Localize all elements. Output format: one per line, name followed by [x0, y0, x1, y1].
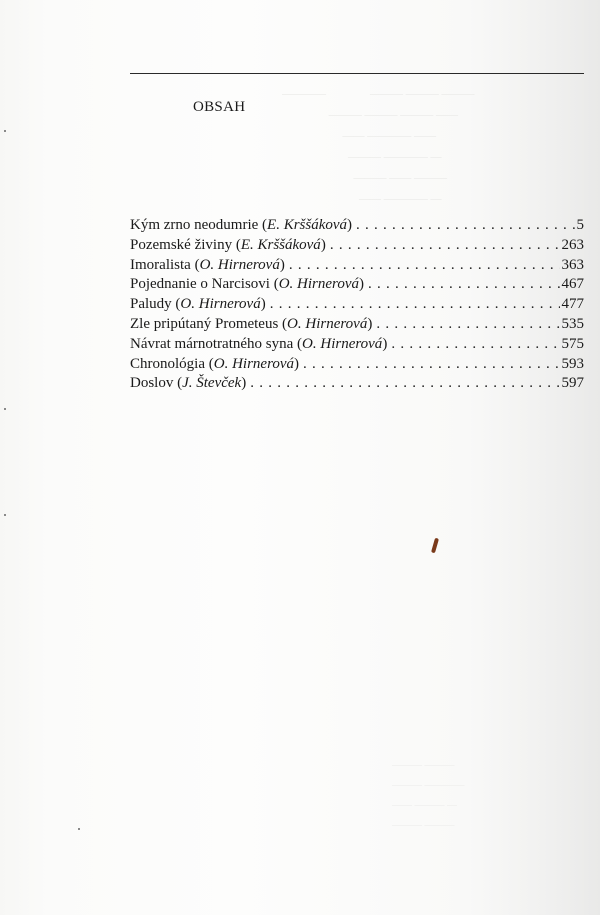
toc-entry-translator: O. Hirnerová	[302, 335, 383, 352]
scan-speck	[4, 130, 6, 132]
toc-leader-dots	[352, 216, 574, 236]
toc-entry-page-number: 597	[561, 375, 584, 392]
toc-entry-translator: O. Hirnerová	[213, 355, 295, 372]
toc-leader-dots	[285, 256, 560, 276]
toc-entry	[130, 315, 584, 335]
toc-entry-title: Imoralista (O. Hirnerová)	[130, 256, 285, 273]
toc-entry-title: Pozemské živiny (E. Krššáková)	[130, 236, 326, 253]
toc-leader-dots	[266, 295, 560, 315]
toc-leader-dots	[387, 335, 559, 355]
toc-leader-dots	[372, 315, 559, 335]
toc-entry	[130, 256, 584, 276]
scan-speck	[78, 828, 80, 830]
toc-entry-title: Paludy (O. Hirnerová)	[130, 296, 266, 313]
toc-entry-title: Kým zrno neodumrie (E. Krššáková)	[130, 217, 353, 233]
toc-entry	[130, 355, 584, 375]
toc-entry-title: Zle pripútaný Prometeus (O. Hirnerová)	[130, 315, 373, 332]
toc-entry-translator: E. Krššáková	[240, 236, 321, 253]
toc-entry-translator: O. Hirnerová	[278, 276, 359, 293]
toc-leader-dots	[246, 374, 559, 394]
pen-mark	[431, 538, 439, 554]
toc-entry-page-number: 575	[561, 335, 584, 352]
toc-entry-page-number: 263	[561, 236, 584, 253]
show-through-text-bottom: ——— ——— ——— ———— —— ——— — ——— ———	[392, 760, 465, 831]
toc-entry-title: Pojednanie o Narcisovi (O. Hirnerová)	[130, 276, 364, 293]
toc-entry	[130, 295, 584, 315]
toc-entry-translator: E. Krššáková	[267, 217, 348, 233]
toc-entry-title: Návrat márnotratného syna (O. Hirnerová)	[130, 335, 388, 352]
toc-entry-page-number: 467	[561, 276, 584, 293]
scan-speck	[4, 408, 6, 410]
toc-entry-translator: J. Števček	[182, 375, 242, 392]
toc-entry	[130, 275, 584, 295]
toc-entry-page-number: 535	[561, 315, 584, 332]
toc-entry-page-number: 363	[561, 256, 584, 273]
toc-entry-translator: O. Hirnerová	[287, 315, 368, 332]
toc-leader-dots	[299, 355, 559, 375]
table-of-contents	[130, 216, 584, 394]
toc-entry	[130, 216, 584, 236]
toc-entry-translator: O. Hirnerová	[199, 256, 280, 273]
toc-leader-dots	[364, 275, 560, 295]
toc-leader-dots	[326, 236, 560, 256]
scan-speck	[4, 514, 6, 516]
toc-entry-translator: O. Hirnerová	[180, 296, 261, 313]
header-rule	[130, 73, 584, 74]
toc-entry-title: Doslov (J. Števček)	[130, 375, 247, 392]
toc-entry	[130, 236, 584, 256]
toc-entry-page-number: 593	[561, 355, 584, 372]
toc-entry	[130, 374, 584, 394]
page-title: OBSAH	[193, 99, 246, 115]
toc-entry	[130, 335, 584, 355]
toc-entry-title: Chronológia (O. Hirnerová)	[130, 355, 300, 372]
show-through-text: ———— ——— ——— ——— ——— ——— ——— —— —— ———— —— ——— ———— — ——— —— ——— —— ———— —	[282, 88, 475, 205]
toc-entry-page-number: 477	[561, 296, 584, 313]
toc-entry-page-number: 5	[576, 217, 584, 233]
